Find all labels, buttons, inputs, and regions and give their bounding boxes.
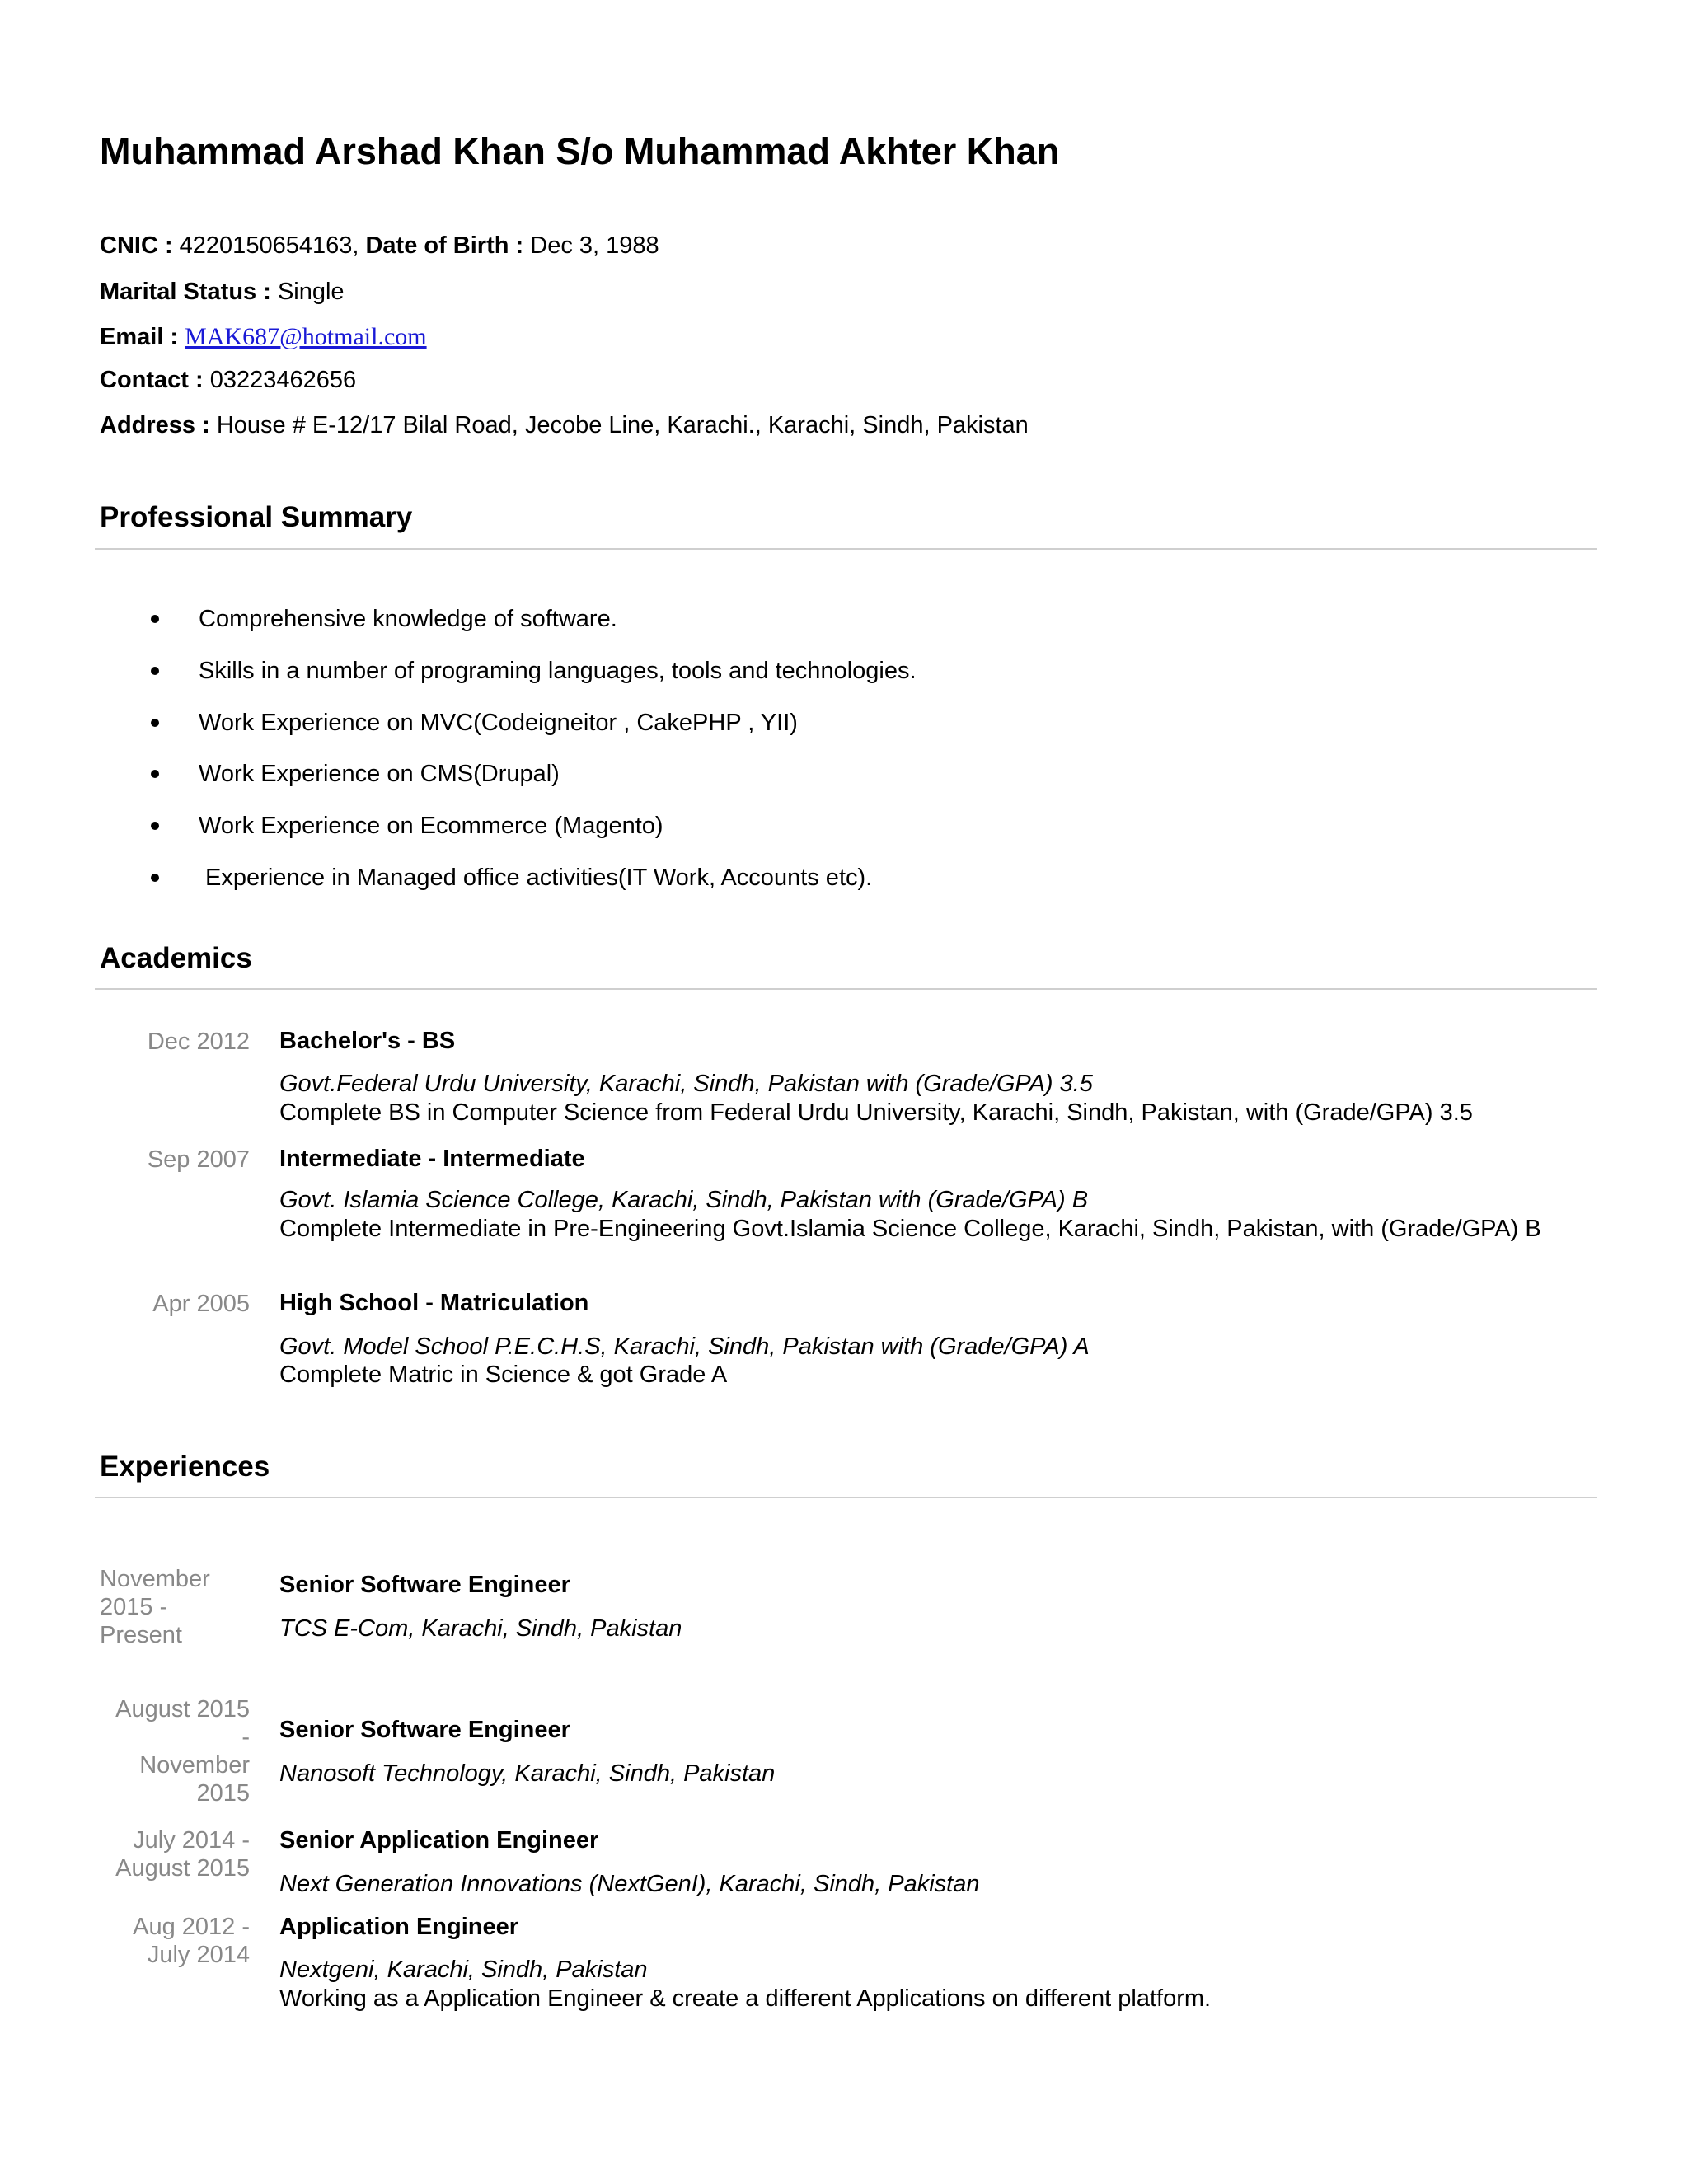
dob-value: Dec 3, 1988: [530, 232, 659, 259]
experience-date-line: November: [100, 1566, 210, 1592]
experience-date: [96, 1695, 250, 1807]
academics-heading: Academics: [100, 942, 252, 974]
academic-description: Complete BS in Computer Science from Federal Urdu University, Karachi, Sindh, Pakistan, with (Grade/GPA) 3.5: [279, 1099, 1473, 1126]
bullet-icon: [151, 770, 159, 778]
cnic-dob-line: [100, 229, 659, 262]
summary-item-text: Skills in a number of programing languages, tools and technologies.: [199, 658, 917, 684]
experience-date-line: November: [139, 1752, 250, 1779]
academic-institution: Govt.Federal Urdu University, Karachi, Sindh, Pakistan with (Grade/GPA) 3.5: [279, 1071, 1093, 1097]
email-label: Email :: [100, 324, 179, 350]
summary-item-text: Work Experience on MVC(Codeigneitor , CakePHP , YII): [199, 710, 798, 736]
experience-date-line: August 2015: [115, 1855, 250, 1882]
list-item: [0, 705, 1484, 741]
email-link[interactable]: MAK687@hotmail.com: [185, 323, 427, 350]
cnic-value: 4220150654163,: [179, 232, 359, 259]
dob-label: Date of Birth :: [365, 232, 524, 259]
experience-date: [96, 1826, 250, 1882]
contact-label: Contact :: [100, 367, 204, 393]
experience-company: Nextgeni, Karachi, Sindh, Pakistan: [279, 1957, 648, 1983]
summary-item-text: Comprehensive knowledge of software.: [199, 606, 617, 632]
marital-status-line: [100, 275, 345, 308]
section-divider: [95, 548, 1597, 550]
experience-date-line: 2015: [196, 1780, 250, 1807]
experience-company: TCS E-Com, Karachi, Sindh, Pakistan: [279, 1615, 682, 1642]
experience-date-line: 2015 -: [100, 1594, 168, 1620]
academic-description: Complete Intermediate in Pre-Engineering Govt.Islamia Science College, Karachi, Sindh, Pakistan, with (Grade/GPA) B: [279, 1216, 1541, 1242]
summary-item-text: Experience in Managed office activities(IT Work, Accounts etc).: [199, 865, 873, 891]
experience-date-line: Aug 2012 -: [133, 1914, 250, 1940]
summary-item-text: Work Experience on Ecommerce (Magento): [199, 813, 663, 839]
address-value: House # E-12/17 Bilal Road, Jecobe Line, Karachi., Karachi, Sindh, Pakistan: [216, 412, 1029, 438]
bullet-icon: [151, 719, 159, 727]
bullet-icon: [151, 822, 159, 830]
list-item: [0, 860, 1484, 896]
experience-job-title: Application Engineer: [279, 1914, 519, 1940]
experience-date: [96, 1913, 250, 1969]
experience-company: Nanosoft Technology, Karachi, Sindh, Pakistan: [279, 1760, 776, 1787]
marital-status-label: Marital Status :: [100, 279, 271, 305]
bullet-icon: [151, 667, 159, 675]
experience-date-line: July 2014: [147, 1942, 250, 1968]
experience-job-title: Senior Application Engineer: [279, 1827, 599, 1854]
academic-institution: Govt. Model School P.E.C.H.S, Karachi, Sindh, Pakistan with (Grade/GPA) A: [279, 1333, 1090, 1360]
bullet-icon: [151, 615, 159, 623]
academic-date: Dec 2012: [147, 1029, 250, 1055]
academic-institution: Govt. Islamia Science College, Karachi, Sindh, Pakistan with (Grade/GPA) B: [279, 1187, 1089, 1213]
address-label: Address :: [100, 412, 210, 438]
academic-description: Complete Matric in Science & got Grade A: [279, 1361, 728, 1388]
section-divider: [95, 988, 1597, 990]
candidate-name: Muhammad Arshad Khan S/o Muhammad Akhter Khan: [100, 130, 1060, 172]
summary-item-text: Work Experience on CMS(Drupal): [199, 761, 560, 787]
experience-description: Working as a Application Engineer & create a different Applications on different platform.: [279, 1985, 1212, 2012]
contact-value: 03223462656: [209, 367, 357, 393]
experience-date-line: August 2015: [115, 1696, 250, 1722]
bullet-icon: [151, 874, 159, 882]
section-divider: [95, 1497, 1597, 1498]
email-line: [100, 321, 427, 354]
academic-degree: High School - Matriculation: [279, 1290, 589, 1316]
experience-job-title: Senior Software Engineer: [279, 1717, 570, 1743]
contact-line: [100, 363, 356, 396]
academic-date: Apr 2005: [152, 1291, 250, 1317]
academic-degree: Intermediate - Intermediate: [279, 1146, 585, 1172]
list-item: [0, 653, 1484, 689]
experience-company: Next Generation Innovations (NextGenI), Karachi, Sindh, Pakistan: [279, 1871, 980, 1897]
list-item: [0, 601, 1484, 637]
academic-degree: Bachelor's - BS: [279, 1028, 456, 1054]
marital-status-value: Single: [277, 279, 345, 305]
experience-date-line: -: [241, 1724, 250, 1750]
cnic-label: CNIC :: [100, 232, 173, 259]
professional-summary-heading: Professional Summary: [100, 501, 413, 533]
experience-date: [100, 1565, 254, 1649]
experience-date-line: July 2014 -: [133, 1827, 250, 1854]
experience-date-line: Present: [100, 1622, 182, 1648]
list-item: [0, 808, 1484, 844]
academic-date: Sep 2007: [147, 1146, 250, 1173]
experiences-heading: Experiences: [100, 1451, 270, 1483]
address-line: [100, 409, 1029, 442]
experience-job-title: Senior Software Engineer: [279, 1572, 570, 1598]
list-item: [0, 756, 1484, 792]
